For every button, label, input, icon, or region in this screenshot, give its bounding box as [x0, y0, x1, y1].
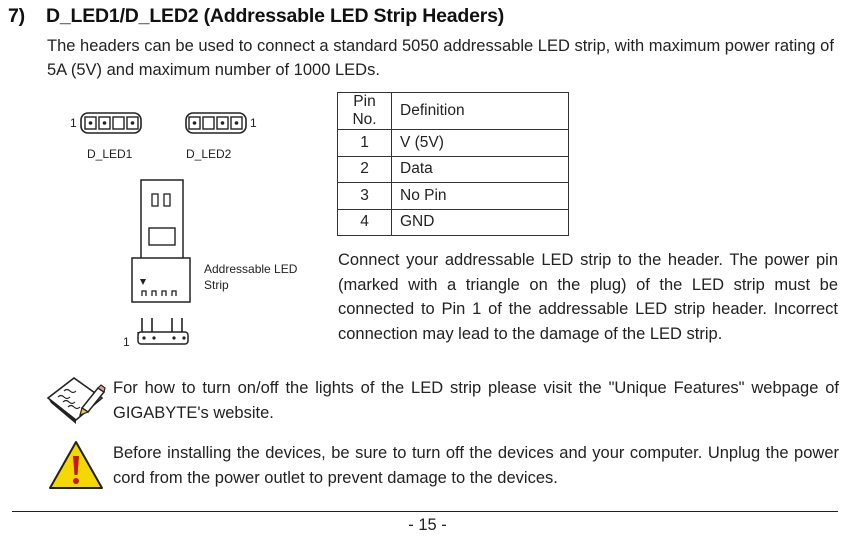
section-number: 7): [8, 5, 25, 27]
section-title: D_LED1/D_LED2 (Addressable LED Strip Headers): [46, 5, 505, 27]
d-led2-pin1-marker: 1: [250, 116, 257, 130]
pin-number-cell: 4: [338, 209, 392, 236]
warning-text: Before installing the devices, be sure to turn off the devices and your computer. Unplug the power cord from the power outlet to prevent damage to the devices.: [113, 444, 839, 487]
pin-definition-table: [337, 92, 569, 236]
pin-definition-cell: GND: [392, 209, 569, 236]
table-header-definition: Definition: [392, 93, 569, 130]
header-bottom-pin1-marker: 1: [123, 335, 130, 349]
connect-instructions: Connect your addressable LED strip to the header. The power pin (marked with a triangle on the plug) of the LED strip must be connected to Pin 1 of the addressable LED strip header. Incorrect connection may lead to the damage of the LED strip.: [338, 251, 838, 343]
pin-definition-cell: Data: [392, 156, 569, 183]
d-led1-label: D_LED1: [87, 147, 133, 161]
pin-number-cell: 1: [338, 130, 392, 157]
table-row: [338, 183, 569, 210]
footer-divider: [12, 511, 838, 512]
d-led2-header-icon: [185, 112, 247, 134]
warning-triangle-icon: [47, 439, 105, 491]
d-led2-label: D_LED2: [186, 147, 232, 161]
pin-definition-cell: No Pin: [392, 183, 569, 210]
table-row: [338, 156, 569, 183]
d-led1-pin1-marker: 1: [70, 116, 77, 130]
note-text: For how to turn on/off the lights of the LED strip please visit the "Unique Features" webpage of GIGABYTE's website.: [113, 379, 839, 422]
d-led1-header-icon: [80, 112, 142, 134]
table-header-row: [338, 93, 569, 130]
strip-label-line1: Addressable LED: [204, 262, 298, 276]
page-number: - 15 -: [408, 516, 447, 534]
pin-definition-cell: V (5V): [392, 130, 569, 157]
pin-number-cell: 2: [338, 156, 392, 183]
note-pencil-icon: [44, 374, 106, 426]
strip-label-line2: Strip: [204, 278, 229, 292]
table-header-pin-no: Pin No.: [338, 93, 392, 130]
pin-number-cell: 3: [338, 183, 392, 210]
table-row: [338, 209, 569, 236]
led-strip-plug-icon: [128, 178, 198, 353]
section-heading: [8, 5, 504, 28]
table-row: [338, 130, 569, 157]
section-intro: The headers can be used to connect a standard 5050 addressable LED strip, with maximum power rating of 5A (5V) and maximum number of 1000 LEDs.: [47, 37, 834, 79]
